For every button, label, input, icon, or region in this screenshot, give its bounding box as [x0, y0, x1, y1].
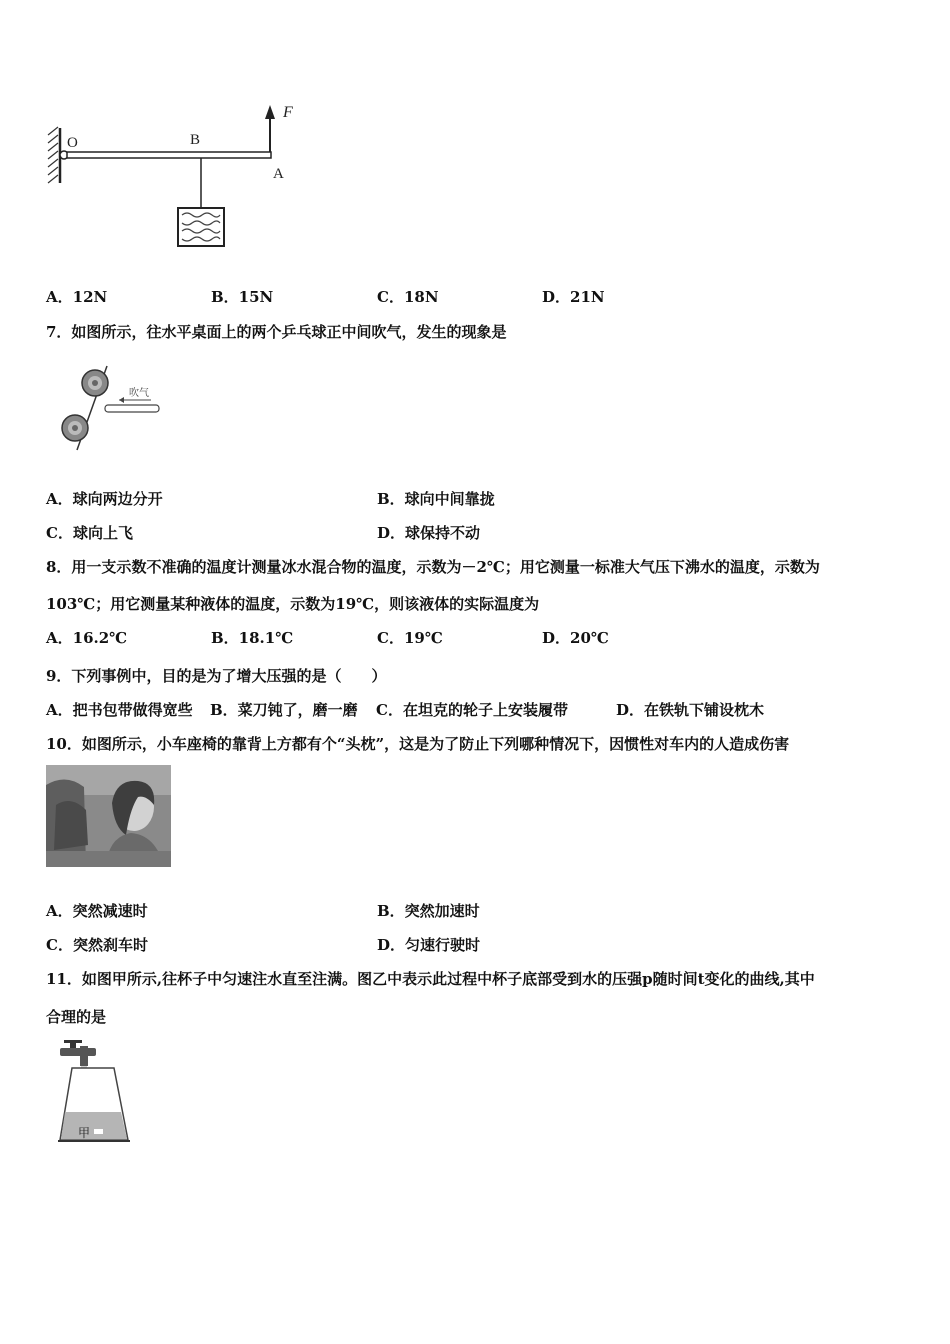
q9-text: 9．下列事例中，目的是为了增大压强的是（ ）: [46, 667, 387, 685]
q7-option-a[interactable]: A．球向两边分开: [46, 490, 163, 508]
label-a: A: [273, 166, 284, 182]
q11-text-line1: 11．如图甲所示,往杯子中匀速注水直至注满。图乙中表示此过程中杯子底部受到水的压强p随时间t变化的曲线,其中: [46, 970, 815, 988]
q8-text-line2: 103℃；用它测量某种液体的温度，示数为19℃，则该液体的实际温度为: [46, 595, 540, 613]
lever-figure: [40, 95, 320, 255]
headrest-photo: [46, 765, 171, 867]
q10-option-a[interactable]: A．突然减速时: [46, 902, 148, 920]
q8-option-a[interactable]: A．16.2℃: [46, 629, 128, 647]
label-b: B: [190, 132, 201, 148]
q10-option-d[interactable]: D．匀速行驶时: [377, 936, 481, 954]
q7-option-d[interactable]: D．球保持不动: [377, 524, 481, 542]
q8-option-d[interactable]: D．20℃: [542, 629, 609, 647]
q8-option-b[interactable]: B．18.1℃: [211, 629, 294, 647]
q8-option-c[interactable]: C．19℃: [377, 629, 443, 647]
q11-text-line2: 合理的是: [46, 1008, 107, 1026]
q6-option-c[interactable]: C．18N: [377, 288, 439, 306]
q6-option-d[interactable]: D．21N: [542, 288, 605, 306]
q6-option-a[interactable]: A．12N: [46, 288, 108, 306]
q9-option-a[interactable]: A．把书包带做得宽些: [46, 701, 193, 719]
ping-pong-figure: [55, 362, 175, 452]
q9-option-b[interactable]: B．菜刀钝了，磨一磨: [210, 701, 358, 719]
label-f: F: [283, 104, 293, 121]
q10-option-c[interactable]: C．突然刹车时: [46, 936, 148, 954]
blow-label: 吹气: [129, 388, 149, 399]
q10-option-b[interactable]: B．突然加速时: [377, 902, 480, 920]
q10-text: 10．如图所示，小车座椅的靠背上方都有个“头枕”，这是为了防止下列哪种情况下，因惯性对车内的人造成伤害: [46, 735, 790, 753]
label-o: O: [67, 135, 78, 151]
q7-text: 7．如图所示，往水平桌面上的两个乒乓球正中间吹气，发生的现象是: [46, 323, 507, 341]
faucet-cup-figure: [50, 1036, 140, 1146]
q9-option-c[interactable]: C．在坦克的轮子上安装履带: [376, 701, 568, 719]
q9-option-d[interactable]: D．在铁轨下铺设枕木: [616, 701, 765, 719]
jia-label: 甲: [78, 1126, 91, 1140]
q6-option-b[interactable]: B．15N: [211, 288, 274, 306]
q8-text-line1: 8．用一支示数不准确的温度计测量冰水混合物的温度，示数为－2℃；用它测量一标准大气压下沸水的温度，示数为: [46, 558, 820, 576]
q7-option-b[interactable]: B．球向中间靠拢: [377, 490, 495, 508]
q7-option-c[interactable]: C．球向上飞: [46, 524, 133, 542]
